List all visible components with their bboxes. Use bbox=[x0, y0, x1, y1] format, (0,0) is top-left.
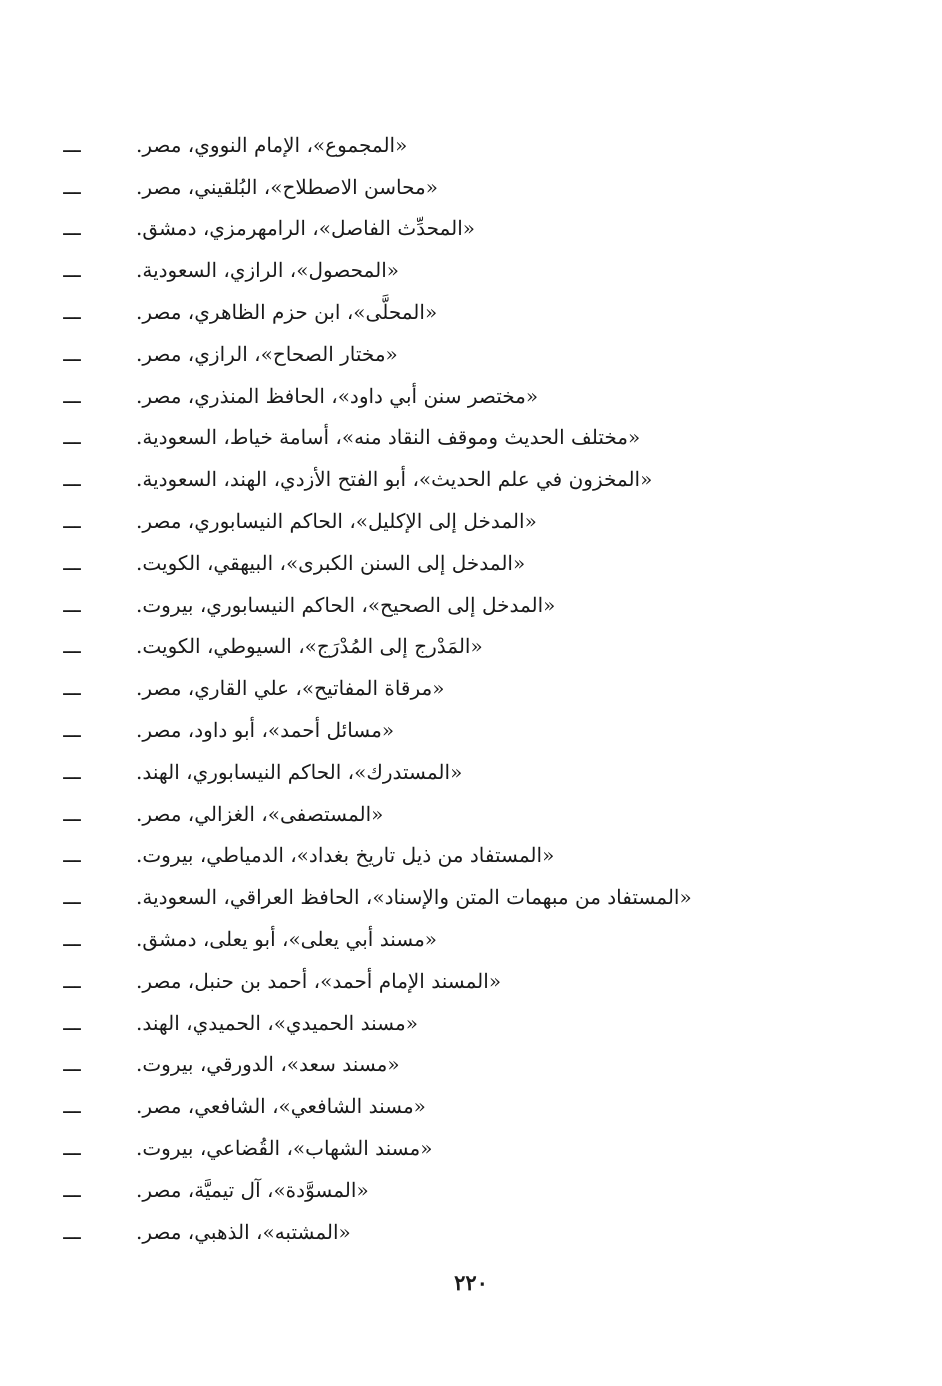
bibliography-entry bbox=[60, 1211, 770, 1253]
bibliography-entry bbox=[60, 1169, 770, 1211]
entry-text: «المدخل إلى السنن الكبرى»، البيهقي، الكويت. bbox=[136, 550, 526, 575]
bibliography-entry bbox=[60, 333, 770, 375]
entry-dash: ـــ bbox=[63, 550, 81, 575]
entry-dash: ـــ bbox=[63, 132, 81, 157]
bibliography-entry bbox=[60, 166, 770, 208]
bibliography-entry bbox=[60, 1002, 770, 1044]
entry-text: «المسوَّدة»، آل تيميَّة، مصر. bbox=[136, 1177, 369, 1202]
entry-text: «المدخل إلى الصحيح»، الحاكم النيسابوري، بيروت. bbox=[136, 592, 556, 617]
entry-dash: ـــ bbox=[63, 258, 81, 283]
entry-dash: ـــ bbox=[63, 801, 81, 826]
bibliography-entry bbox=[60, 1085, 770, 1127]
bibliography-entry bbox=[60, 626, 770, 668]
entry-text: «المخزون في علم الحديث»، أبو الفتح الأزدي، الهند، السعودية. bbox=[136, 467, 653, 492]
entry-dash: ـــ bbox=[63, 676, 81, 701]
bibliography-entry bbox=[60, 542, 770, 584]
bibliography-entry bbox=[60, 584, 770, 626]
entry-text: «مسند أبي يعلى»، أبو يعلى، دمشق. bbox=[136, 927, 438, 952]
entry-dash: ـــ bbox=[63, 843, 81, 868]
entry-dash: ـــ bbox=[63, 634, 81, 659]
entry-text: «المحلَّى»، ابن حزم الظاهري، مصر. bbox=[136, 300, 438, 325]
entry-text: «المجموع»، الإمام النووي، مصر. bbox=[136, 132, 408, 157]
entry-dash: ـــ bbox=[63, 1094, 81, 1119]
bibliography-entry bbox=[60, 500, 770, 542]
bibliography-entry bbox=[60, 458, 770, 500]
entry-text: «مسند الحميدي»، الحميدي، الهند. bbox=[136, 1010, 418, 1035]
entry-text: «المستفاد من مبهمات المتن والإسناد»، الحافظ العراقي، السعودية. bbox=[136, 885, 692, 910]
entry-dash: ـــ bbox=[63, 927, 81, 952]
entry-text: «المشتبه»، الذهبي، مصر. bbox=[136, 1219, 351, 1244]
bibliography-entry bbox=[60, 709, 770, 751]
entry-text: «مختار الصحاح»، الرازي، مصر. bbox=[136, 341, 398, 366]
entry-dash: ـــ bbox=[63, 341, 81, 366]
entry-dash: ـــ bbox=[63, 467, 81, 492]
entry-dash: ـــ bbox=[63, 216, 81, 241]
bibliography-entry bbox=[60, 1044, 770, 1086]
entry-text: «المستفاد من ذيل تاريخ بغداد»، الدمياطي، بيروت. bbox=[136, 843, 555, 868]
page-number: ٢٢٠ bbox=[454, 1270, 488, 1295]
entry-text: «مختلف الحديث وموقف النقاد منه»، أسامة خياط، السعودية. bbox=[136, 425, 641, 450]
entry-dash: ـــ bbox=[63, 1052, 81, 1077]
bibliography-entry bbox=[60, 835, 770, 877]
entry-text: «المستدرك»، الحاكم النيسابوري، الهند. bbox=[136, 759, 463, 784]
bibliography-entry bbox=[60, 291, 770, 333]
entry-text: «مسند سعد»، الدورقي، بيروت. bbox=[136, 1052, 400, 1077]
entry-dash: ـــ bbox=[63, 1136, 81, 1161]
entry-dash: ـــ bbox=[63, 718, 81, 743]
entry-text: «المستصفى»، الغزالي، مصر. bbox=[136, 801, 384, 826]
bibliography-entry bbox=[60, 249, 770, 291]
entry-dash: ـــ bbox=[63, 174, 81, 199]
entry-text: «المسند الإمام أحمد»، أحمد بن حنبل، مصر. bbox=[136, 968, 502, 993]
entry-text: «المدخل إلى الإكليل»، الحاكم النيسابوري، مصر. bbox=[136, 509, 537, 534]
entry-dash: ـــ bbox=[63, 885, 81, 910]
entry-text: «مرقاة المفاتيح»، علي القاري، مصر. bbox=[136, 676, 445, 701]
bibliography-entry bbox=[60, 124, 770, 166]
entry-dash: ـــ bbox=[63, 592, 81, 617]
bibliography-entry bbox=[60, 375, 770, 417]
entry-text: «محاسن الاصطلاح»، البُلقيني، مصر. bbox=[136, 174, 438, 199]
entry-text: «مسند الشهاب»، القُضاعي، بيروت. bbox=[136, 1136, 433, 1161]
bibliography-entry bbox=[60, 918, 770, 960]
bibliography-entry bbox=[60, 208, 770, 250]
entry-dash: ـــ bbox=[63, 1219, 81, 1244]
bibliography-list bbox=[60, 124, 770, 1253]
entry-dash: ـــ bbox=[63, 300, 81, 325]
entry-text: «مسند الشافعي»، الشافعي، مصر. bbox=[136, 1094, 426, 1119]
bibliography-entry bbox=[60, 751, 770, 793]
entry-dash: ـــ bbox=[63, 759, 81, 784]
bibliography-entry bbox=[60, 876, 770, 918]
entry-dash: ـــ bbox=[63, 968, 81, 993]
entry-dash: ـــ bbox=[63, 1177, 81, 1202]
entry-text: «المَدْرج إلى المُدْرَج»، السيوطي، الكويت. bbox=[136, 634, 483, 659]
entry-text: «المحدِّث الفاصل»، الرامهرمزي، دمشق. bbox=[136, 216, 476, 241]
entry-text: «مختصر سنن أبي داود»، الحافظ المنذري، مصر. bbox=[136, 383, 539, 408]
bibliography-entry bbox=[60, 667, 770, 709]
entry-dash: ـــ bbox=[63, 509, 81, 534]
entry-text: «مسائل أحمد»، أبو داود، مصر. bbox=[136, 718, 395, 743]
bibliography-entry bbox=[60, 960, 770, 1002]
bibliography-entry bbox=[60, 1127, 770, 1169]
entry-dash: ـــ bbox=[63, 425, 81, 450]
entry-text: «المحصول»، الرازي، السعودية. bbox=[136, 258, 400, 283]
entry-dash: ـــ bbox=[63, 383, 81, 408]
bibliography-entry bbox=[60, 793, 770, 835]
bibliography-entry bbox=[60, 417, 770, 459]
entry-dash: ـــ bbox=[63, 1010, 81, 1035]
